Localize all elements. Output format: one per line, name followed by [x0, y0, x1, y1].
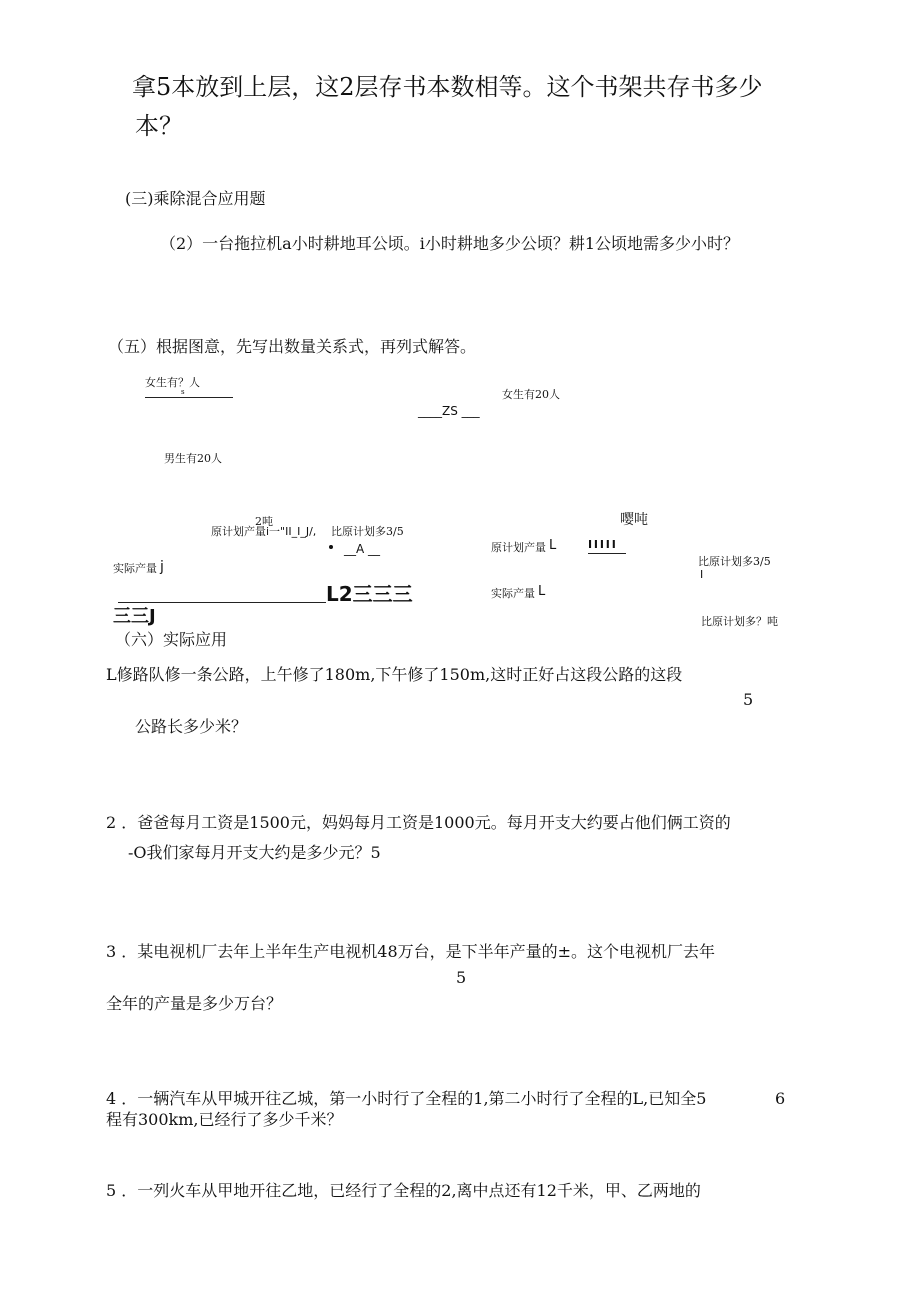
more-unknown-label: 比原计划多？吨 — [701, 615, 778, 628]
section5-heading: （五）根据图意，先写出数量关系式，再列式解答。 — [108, 337, 477, 356]
tick-mark: I — [700, 568, 704, 581]
problem-3-line-2: 全年的产量是多少万台？ — [106, 994, 283, 1013]
a-mark: __A __ — [344, 542, 381, 556]
problem-3-line-1: 3 ．某电视机厂去年上半年生产电视机48万台，是下半年产量的±。这个电视机厂去年 — [106, 942, 716, 961]
problem-1-line-1: L修路队修一条公路，上午修了180m,下午修了150m,这时正好占这段公路的这段 — [106, 665, 683, 684]
problem-2-line-2: -O我们家每月开支大约是多少元？5 — [128, 843, 381, 862]
section3-question-2: （2）一台拖拉机a小时耕地耳公顷。i小时耕地多少公顷？耕1公顷地需多少小时？ — [160, 234, 740, 253]
problem-2-line-1: 2 ．爸爸每月工资是1500元，妈妈每月工资是1000元。每月开支大约要占他们俩工资的 — [106, 813, 731, 832]
more-than-planned-label: 比原计划多3/5 — [331, 525, 404, 538]
problem-1-line-2: 公路长多少米？ — [135, 717, 248, 736]
problem-1-fraction-5: 5 — [743, 690, 754, 709]
actual-mark: j — [160, 559, 164, 575]
actual-output-label-right: 实际产量 — [491, 587, 535, 600]
planned-bar-underline — [588, 553, 626, 554]
bottom-bar-marks: 三三J — [113, 606, 156, 627]
planned-output-label: 原计划产量 — [211, 525, 266, 538]
problem-4-fraction-6: 6 — [775, 1089, 786, 1108]
actual-mark-right: L — [538, 584, 546, 599]
girls-unknown-label: 女生有？人 — [145, 376, 200, 389]
girls-bar-mark: s — [181, 388, 185, 396]
actual-bar-marks: L2三三三 — [326, 582, 413, 606]
zs-bar-label: ____ZS ___ — [418, 404, 480, 418]
top-2dun-label: 2吨 — [255, 515, 273, 528]
girls-20-label: 女生有20人 — [502, 388, 560, 401]
planned-bar-marks: i一"II_I_J/, — [266, 525, 317, 538]
top-dun-label: 嘤吨 — [620, 512, 648, 528]
girls-bar-line — [145, 397, 233, 398]
section3-heading: (三)乘除混合应用题 — [125, 189, 266, 208]
planned-mark-right: L — [549, 538, 557, 553]
section6-heading: （六）实际应用 — [115, 630, 228, 649]
problem-4-line-2: 程有300km,已经行了多少千米？ — [106, 1110, 343, 1129]
actual-bar-line — [118, 602, 326, 603]
problem-4-line-1: 4 ．一辆汽车从甲城开往乙城，第一小时行了全程的1,第二小时行了全程的L,已知全5 — [106, 1089, 707, 1108]
more-than-planned-label-right: 比原计划多3/5 — [698, 555, 771, 568]
intro-line-1: 拿5本放到上层，这2层存书本数相等。这个书架共存书多少 — [132, 73, 763, 101]
planned-output-label-right: 原计划产量 — [491, 541, 546, 554]
actual-output-label: 实际产量 — [113, 562, 157, 575]
intro-line-2: 本？ — [135, 112, 183, 140]
problem-5-line-1: 5 ．一列火车从甲地开往乙地，已经行了全程的2,离中点还有12千米，甲、乙两地的 — [106, 1181, 701, 1200]
boys-20-label: 男生有20人 — [164, 452, 222, 465]
problem-3-fraction-5: 5 — [456, 968, 467, 987]
planned-bar-ticks: I I I I I — [588, 538, 615, 551]
bullet-dot — [329, 545, 333, 549]
